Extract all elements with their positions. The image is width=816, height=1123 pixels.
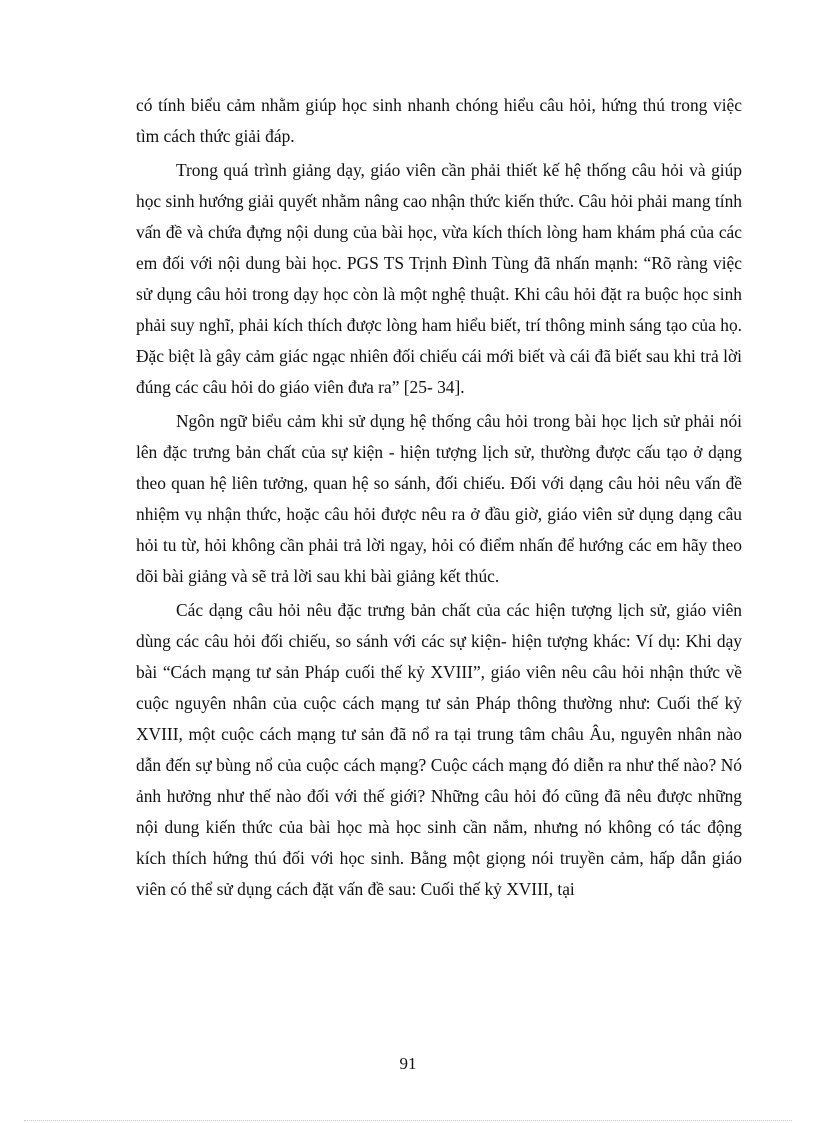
page-number: 91 [399,1054,417,1073]
paragraph-question-types: Các dạng câu hỏi nêu đặc trưng bản chất của các hiện tượng lịch sử, giáo viên dùng các câu hỏi đối chiếu, so sánh với các sự kiện- hiện tượng khác: Ví dụ: Khi dạy bài “Cách mạng tư sản Pháp cuối thế kỷ XVIII”, giáo viên nêu câu hỏi nhận thức về cuộc nguyên nhân của cuộc cách mạng tư sản Pháp thông thường như: Cuối thế kỷ XVIII, một cuộc cách mạng tư sản đã nổ ra tại trung tâm châu Âu, nguyên nhân nào dẫn đến sự bùng nổ của cuộc cách mạng? Cuộc cách mạng đó diễn ra như thế nào? Nó ảnh hưởng như thế nào đối với thế giới? Những câu hỏi đó cũng đã nêu được những nội dung kiến thức của bài học mà học sinh cần nắm, nhưng nó không có tác động kích thích hứng thú đối với học sinh. Bằng một giọng nói truyền cảm, hấp dẫn giáo viên có thể sử dụng cách đặt vấn đề sau: Cuối thế kỷ XVIII, tại [136,600,742,899]
page-bottom-divider [24,1120,792,1121]
body-text [136,90,742,908]
paragraph-continuation: có tính biểu cảm nhằm giúp học sinh nhanh chóng hiểu câu hỏi, hứng thú trong việc tìm cách thức giải đáp. [136,95,742,146]
paragraph-question-system: Trong quá trình giảng dạy, giáo viên cần phải thiết kế hệ thống câu hỏi và giúp học sinh hướng giải quyết nhằm nâng cao nhận thức kiến thức. Câu hỏi phải mang tính vấn đề và chứa đựng nội dung của bài học, vừa kích thích lòng ham khám phá của các em đối với nội dung bài học. PGS TS Trịnh Đình Tùng đã nhấn mạnh: “Rõ ràng việc sử dụng câu hỏi trong dạy học còn là một nghệ thuật. Khi câu hỏi đặt ra buộc học sinh phải suy nghĩ, phải kích thích được lòng ham hiểu biết, trí thông minh sáng tạo của họ. Đặc biệt là gây cảm giác ngạc nhiên đối chiếu cái mới biết và cái đã biết sau khi trả lời đúng các câu hỏi do giáo viên đưa ra” [25- 34]. [136,160,742,397]
paragraph-expressive-language: Ngôn ngữ biểu cảm khi sử dụng hệ thống câu hỏi trong bài học lịch sử phải nói lên đặc trưng bản chất của sự kiện - hiện tượng lịch sử, thường được cấu tạo ở dạng theo quan hệ liên tưởng, quan hệ so sánh, đối chiếu. Đối với dạng câu hỏi nêu vấn đề nhiệm vụ nhận thức, hoặc câu hỏi được nêu ra ở đầu giờ, giáo viên sử dụng dạng câu hỏi tu từ, hỏi không cần phải trả lời ngay, hỏi có điểm nhấn để hướng các em hãy theo dõi bài giảng và sẽ trả lời sau khi bài giảng kết thúc. [136,411,742,586]
